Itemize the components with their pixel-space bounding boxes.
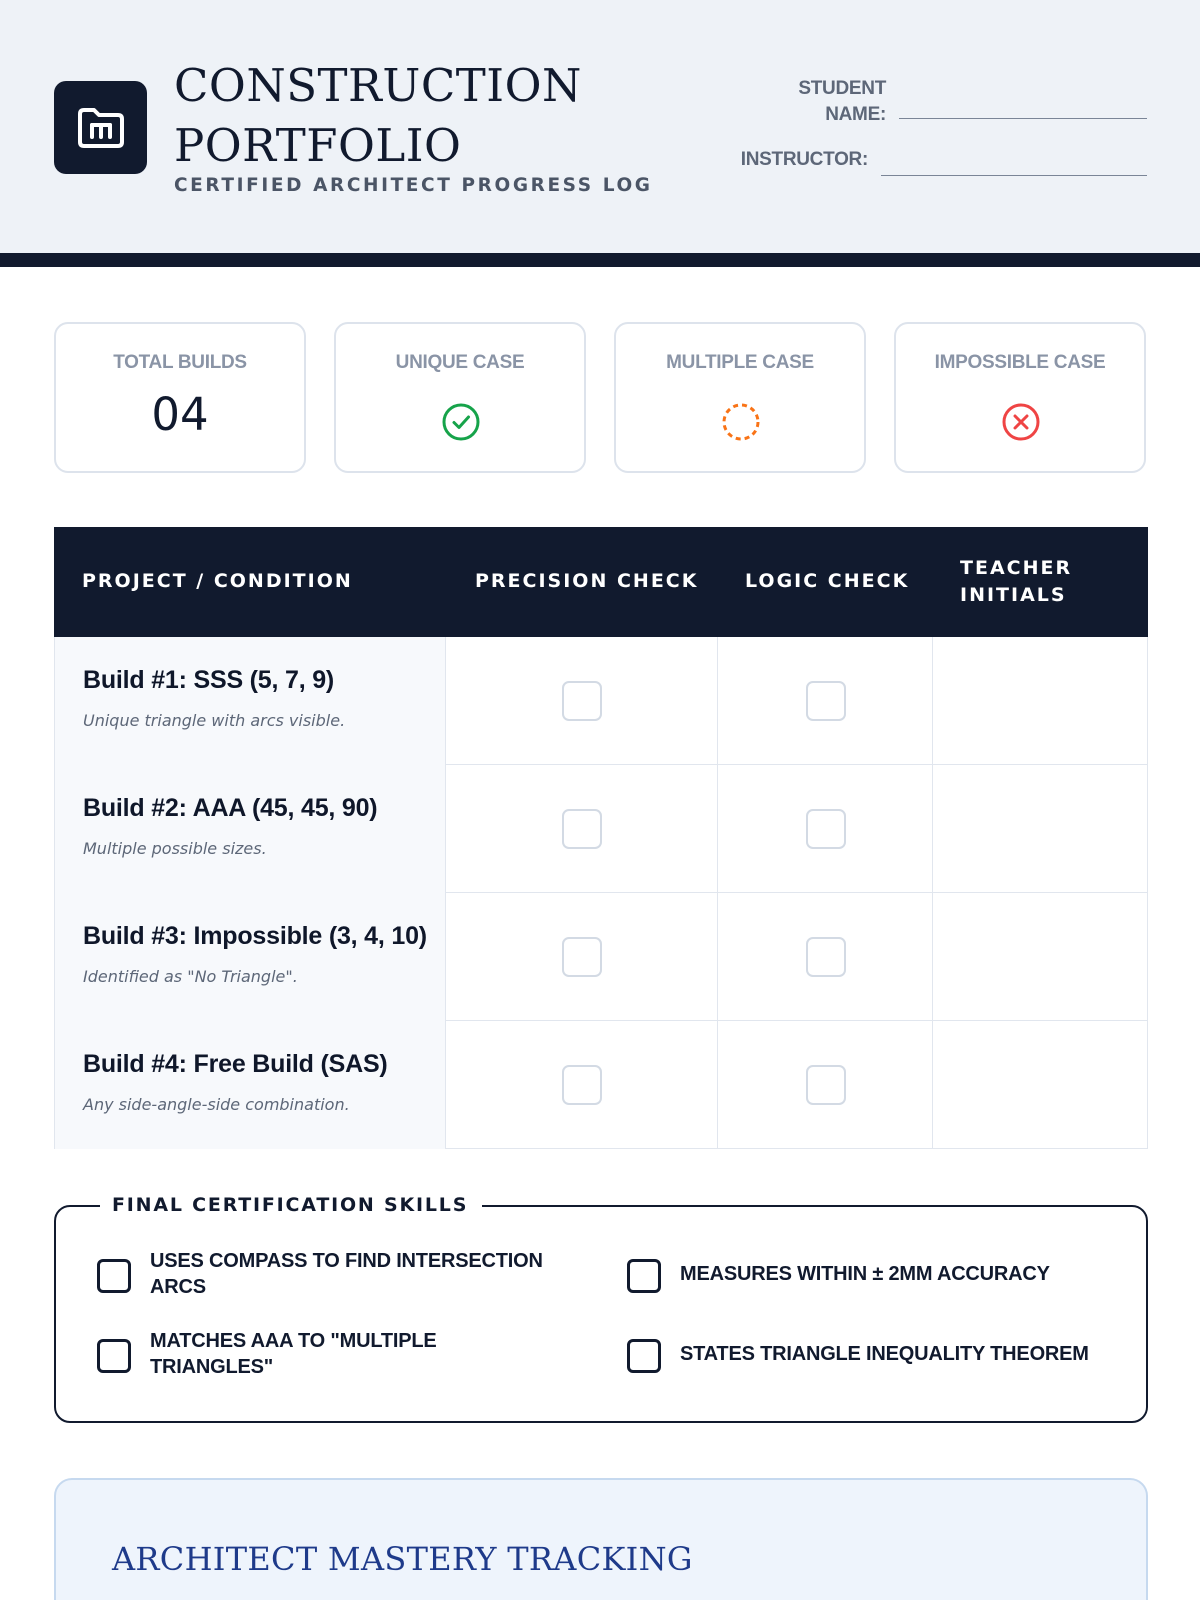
skill-label-inequality: STATES TRIANGLE INEQUALITY THEOREM <box>680 1343 1089 1365</box>
project-cell <box>54 1021 446 1149</box>
student-name-field[interactable] <box>899 118 1147 119</box>
page-subtitle: CERTIFIED ARCHITECT PROGRESS LOG <box>174 175 653 196</box>
header-divider <box>0 253 1200 267</box>
mastery-tracking-panel <box>54 1478 1148 1600</box>
title-line-2: PORTFOLIO <box>174 119 462 172</box>
project-cell <box>54 893 446 1021</box>
logic-checkbox[interactable] <box>806 1065 846 1105</box>
stat-label: IMPOSSIBLE CASE <box>934 352 1106 373</box>
logic-cell <box>718 1021 933 1149</box>
stat-card-unique-case <box>334 322 586 473</box>
skill-label-line: TRIANGLES" <box>150 1356 274 1378</box>
teacher-header-line-1: TEACHER <box>960 557 1073 579</box>
header <box>0 0 1200 253</box>
column-header-logic: LOGIC CHECK <box>745 570 910 592</box>
table-row <box>54 1021 1148 1149</box>
skill-label-compass <box>150 1248 600 1300</box>
skill-checkbox-inequality[interactable] <box>627 1339 661 1373</box>
instructor-label: INSTRUCTOR: <box>740 149 868 170</box>
stat-label: MULTIPLE CASE <box>666 352 814 373</box>
build-name: Build #1: SSS (5, 7, 9) <box>83 666 335 694</box>
teacher-initials-cell[interactable] <box>933 1021 1148 1149</box>
logic-checkbox[interactable] <box>806 937 846 977</box>
precision-checkbox[interactable] <box>562 937 602 977</box>
build-name: Build #2: AAA (45, 45, 90) <box>83 794 378 822</box>
table-row <box>54 765 1148 893</box>
logic-cell <box>718 765 933 893</box>
precision-cell <box>446 765 718 893</box>
column-header-teacher <box>960 555 1072 609</box>
logic-cell <box>718 637 933 765</box>
mastery-title: ARCHITECT MASTERY TRACKING <box>112 1540 693 1578</box>
table-row <box>54 637 1148 765</box>
table-header <box>54 527 1148 637</box>
check-circle-icon <box>441 402 481 442</box>
project-cell <box>54 637 446 765</box>
stat-label: TOTAL BUILDS <box>113 352 247 373</box>
logo-badge <box>54 81 147 174</box>
stat-card-impossible-case <box>894 322 1146 473</box>
table-row <box>54 893 1148 1021</box>
precision-checkbox[interactable] <box>562 681 602 721</box>
teacher-header-line-2: INITIALS <box>960 584 1067 606</box>
skill-label-measures: MEASURES WITHIN ± 2MM ACCURACY <box>680 1263 1050 1285</box>
build-note: Any side-angle-side combination. <box>83 1095 350 1114</box>
stat-card-total-builds <box>54 322 306 473</box>
column-header-project: PROJECT / CONDITION <box>82 570 353 592</box>
instructor-field[interactable] <box>881 175 1147 176</box>
skill-label-line: MATCHES AAA TO "MULTIPLE <box>150 1330 437 1352</box>
build-name: Build #4: Free Build (SAS) <box>83 1050 388 1078</box>
build-note: Unique triangle with arcs visible. <box>83 711 346 730</box>
stat-value: 04 <box>151 388 209 441</box>
skill-label-aaa <box>150 1328 600 1380</box>
precision-checkbox[interactable] <box>562 1065 602 1105</box>
dashed-circle-icon <box>721 402 761 442</box>
build-note: Identified as "No Triangle". <box>83 967 298 986</box>
precision-cell <box>446 637 718 765</box>
skill-label-line: ARCS <box>150 1276 206 1298</box>
certification-skills-panel <box>54 1194 1148 1423</box>
teacher-initials-cell[interactable] <box>933 893 1148 1021</box>
project-cell <box>54 765 446 893</box>
folder-icon <box>76 106 126 150</box>
teacher-initials-cell[interactable] <box>933 637 1148 765</box>
logic-checkbox[interactable] <box>806 809 846 849</box>
student-name-label <box>760 76 886 128</box>
student-label-line-1: STUDENT <box>798 78 886 99</box>
precision-checkbox[interactable] <box>562 809 602 849</box>
column-header-precision: PRECISION CHECK <box>475 570 699 592</box>
x-circle-icon <box>1001 402 1041 442</box>
logic-cell <box>718 893 933 1021</box>
skill-label-line: USES COMPASS TO FIND INTERSECTION <box>150 1250 543 1272</box>
stat-card-multiple-case <box>614 322 866 473</box>
build-note: Multiple possible sizes. <box>83 839 267 858</box>
skill-checkbox-aaa[interactable] <box>97 1339 131 1373</box>
skill-checkbox-measures[interactable] <box>627 1259 661 1293</box>
skill-checkbox-compass[interactable] <box>97 1259 131 1293</box>
skills-legend: FINAL CERTIFICATION SKILLS <box>100 1192 482 1218</box>
teacher-initials-cell[interactable] <box>933 765 1148 893</box>
precision-cell <box>446 1021 718 1149</box>
stat-label: UNIQUE CASE <box>395 352 525 373</box>
precision-cell <box>446 893 718 1021</box>
build-name: Build #3: Impossible (3, 4, 10) <box>83 922 427 950</box>
logic-checkbox[interactable] <box>806 681 846 721</box>
student-label-line-2: NAME: <box>825 104 886 125</box>
page-title <box>174 56 582 176</box>
title-line-1: CONSTRUCTION <box>174 59 582 112</box>
